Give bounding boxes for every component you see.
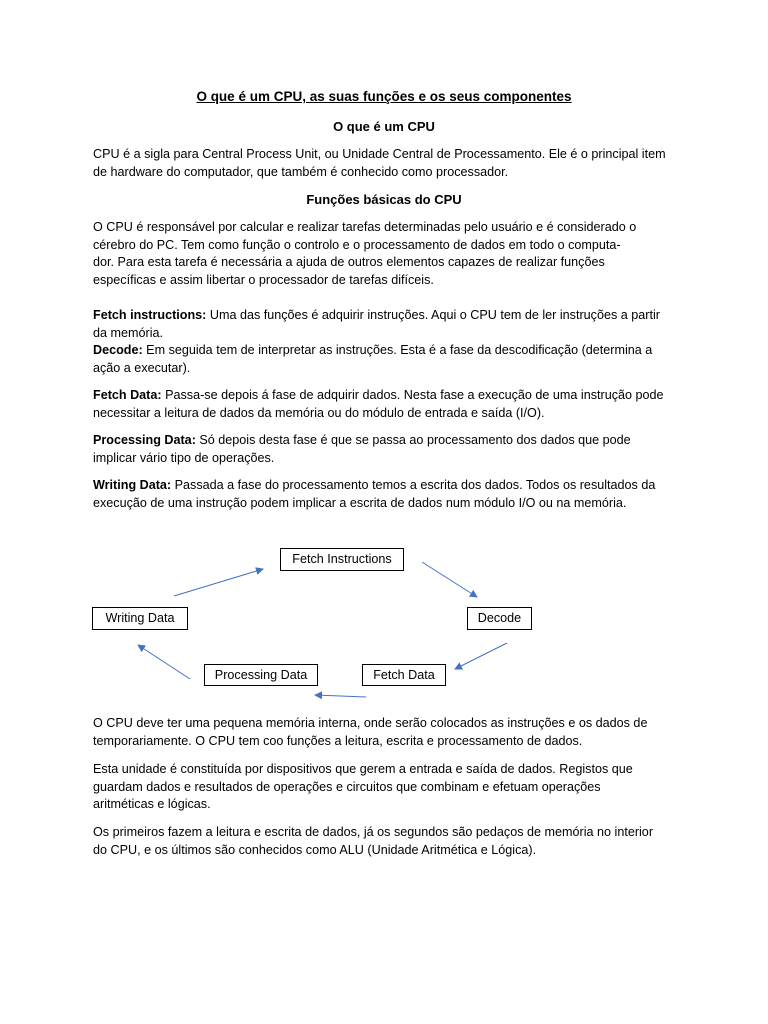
step-text: necessitar a leitura de dados da memória ou do módulo de entrada e saída (I/O). bbox=[93, 405, 545, 420]
step-text: Uma das funções é adquirir instruções. Aqui o CPU tem de ler instruções a partir bbox=[206, 308, 660, 322]
diagram-box-decode: Decode bbox=[467, 607, 532, 630]
paragraph-cpu-definition bbox=[93, 146, 678, 181]
paragraph-unit-components bbox=[93, 761, 678, 814]
arrow-processing-data-to-writing-data bbox=[138, 645, 190, 679]
step-text: Em seguida tem de interpretar as instruções. Esta é a fase da descodificação (determina a bbox=[142, 343, 653, 357]
section-heading-what-is-cpu: O que é um CPU bbox=[333, 119, 435, 134]
section-heading-basic-functions: Funções básicas do CPU bbox=[306, 192, 462, 207]
step-processing-data bbox=[93, 432, 678, 467]
cpu-cycle-diagram bbox=[0, 540, 768, 705]
step-fetch-instructions bbox=[93, 307, 678, 342]
paragraph-line: O CPU é responsável por calcular e realizar tarefas determinadas pelo usuário e é considerado o bbox=[93, 220, 637, 234]
paragraph-line: Esta unidade é constituída por dispositivos que gerem a entrada e saída de dados. Registos que bbox=[93, 762, 633, 776]
arrow-fetch-instructions-to-decode bbox=[422, 562, 477, 597]
paragraph-line: de hardware do computador, que também é conhecido como processador. bbox=[93, 164, 509, 179]
diagram-box-writing-data: Writing Data bbox=[92, 607, 188, 630]
step-text: Só depois desta fase é que se passa ao processamento dos dados que pode bbox=[195, 433, 631, 447]
paragraph-line: CPU é a sigla para Central Process Unit, ou Unidade Central de Processamento. Ele é o principal item bbox=[93, 147, 666, 161]
step-term: Fetch instructions: bbox=[93, 308, 207, 322]
step-fetch-data bbox=[93, 387, 678, 422]
step-text: ação a executar). bbox=[93, 360, 191, 375]
step-term: Fetch Data: bbox=[93, 388, 162, 402]
paragraph-line: O CPU deve ter uma pequena memória interna, onde serão colocados as instruções e os dados de bbox=[93, 716, 648, 730]
paragraph-alu bbox=[93, 824, 678, 859]
step-term: Writing Data: bbox=[93, 478, 172, 492]
step-text: Passa-se depois á fase de adquirir dados. Nesta fase a execução de uma instrução pode bbox=[161, 388, 664, 402]
diagram-box-fetch-instructions: Fetch Instructions bbox=[280, 548, 404, 571]
paragraph-cpu-functions bbox=[93, 219, 678, 290]
paragraph-internal-memory bbox=[93, 715, 678, 750]
paragraph-line: cérebro do PC. Tem como função o controlo e o processamento de dados em todo o computa- bbox=[93, 237, 621, 252]
paragraph-line: temporariamente. O CPU tem coo funções a leitura, escrita e processamento de dados. bbox=[93, 733, 583, 748]
step-term: Decode: bbox=[93, 343, 143, 357]
document-title: O que é um CPU, as suas funções e os seus componentes bbox=[196, 89, 572, 104]
step-decode bbox=[93, 342, 678, 377]
paragraph-line: Os primeiros fazem a leitura e escrita de dados, já os segundos são pedaços de memória no interior bbox=[93, 825, 654, 839]
step-text: da memória. bbox=[93, 325, 163, 340]
arrow-writing-data-to-fetch-instructions bbox=[174, 569, 263, 596]
arrow-fetch-data-to-processing-data bbox=[315, 695, 366, 697]
step-text: execução de uma instrução podem implicar a escrita de dados num módulo I/O ou na memória. bbox=[93, 495, 627, 510]
step-text: Passada a fase do processamento temos a escrita dos dados. Todos os resultados da bbox=[171, 478, 656, 492]
paragraph-line: do CPU, e os últimos são conhecidos como ALU (Unidade Aritmética e Lógica). bbox=[93, 842, 537, 857]
arrow-decode-to-fetch-data bbox=[455, 643, 507, 669]
step-text: implicar vário tipo de operações. bbox=[93, 450, 275, 465]
paragraph-line: guardam dados e resultados de operações e circuitos que combinam e efetuam operações bbox=[93, 779, 601, 794]
step-writing-data bbox=[93, 477, 678, 512]
diagram-box-fetch-data: Fetch Data bbox=[362, 664, 446, 686]
paragraph-line: aritméticas e lógicas. bbox=[93, 797, 211, 812]
step-term: Processing Data: bbox=[93, 433, 196, 447]
paragraph-line: dor. Para esta tarefa é necessária a ajuda de outros elementos capazes de realizar funções bbox=[93, 255, 605, 270]
diagram-box-processing-data: Processing Data bbox=[204, 664, 318, 686]
paragraph-line: específicas e assim libertar o processador de tarefas difíceis. bbox=[93, 273, 434, 288]
